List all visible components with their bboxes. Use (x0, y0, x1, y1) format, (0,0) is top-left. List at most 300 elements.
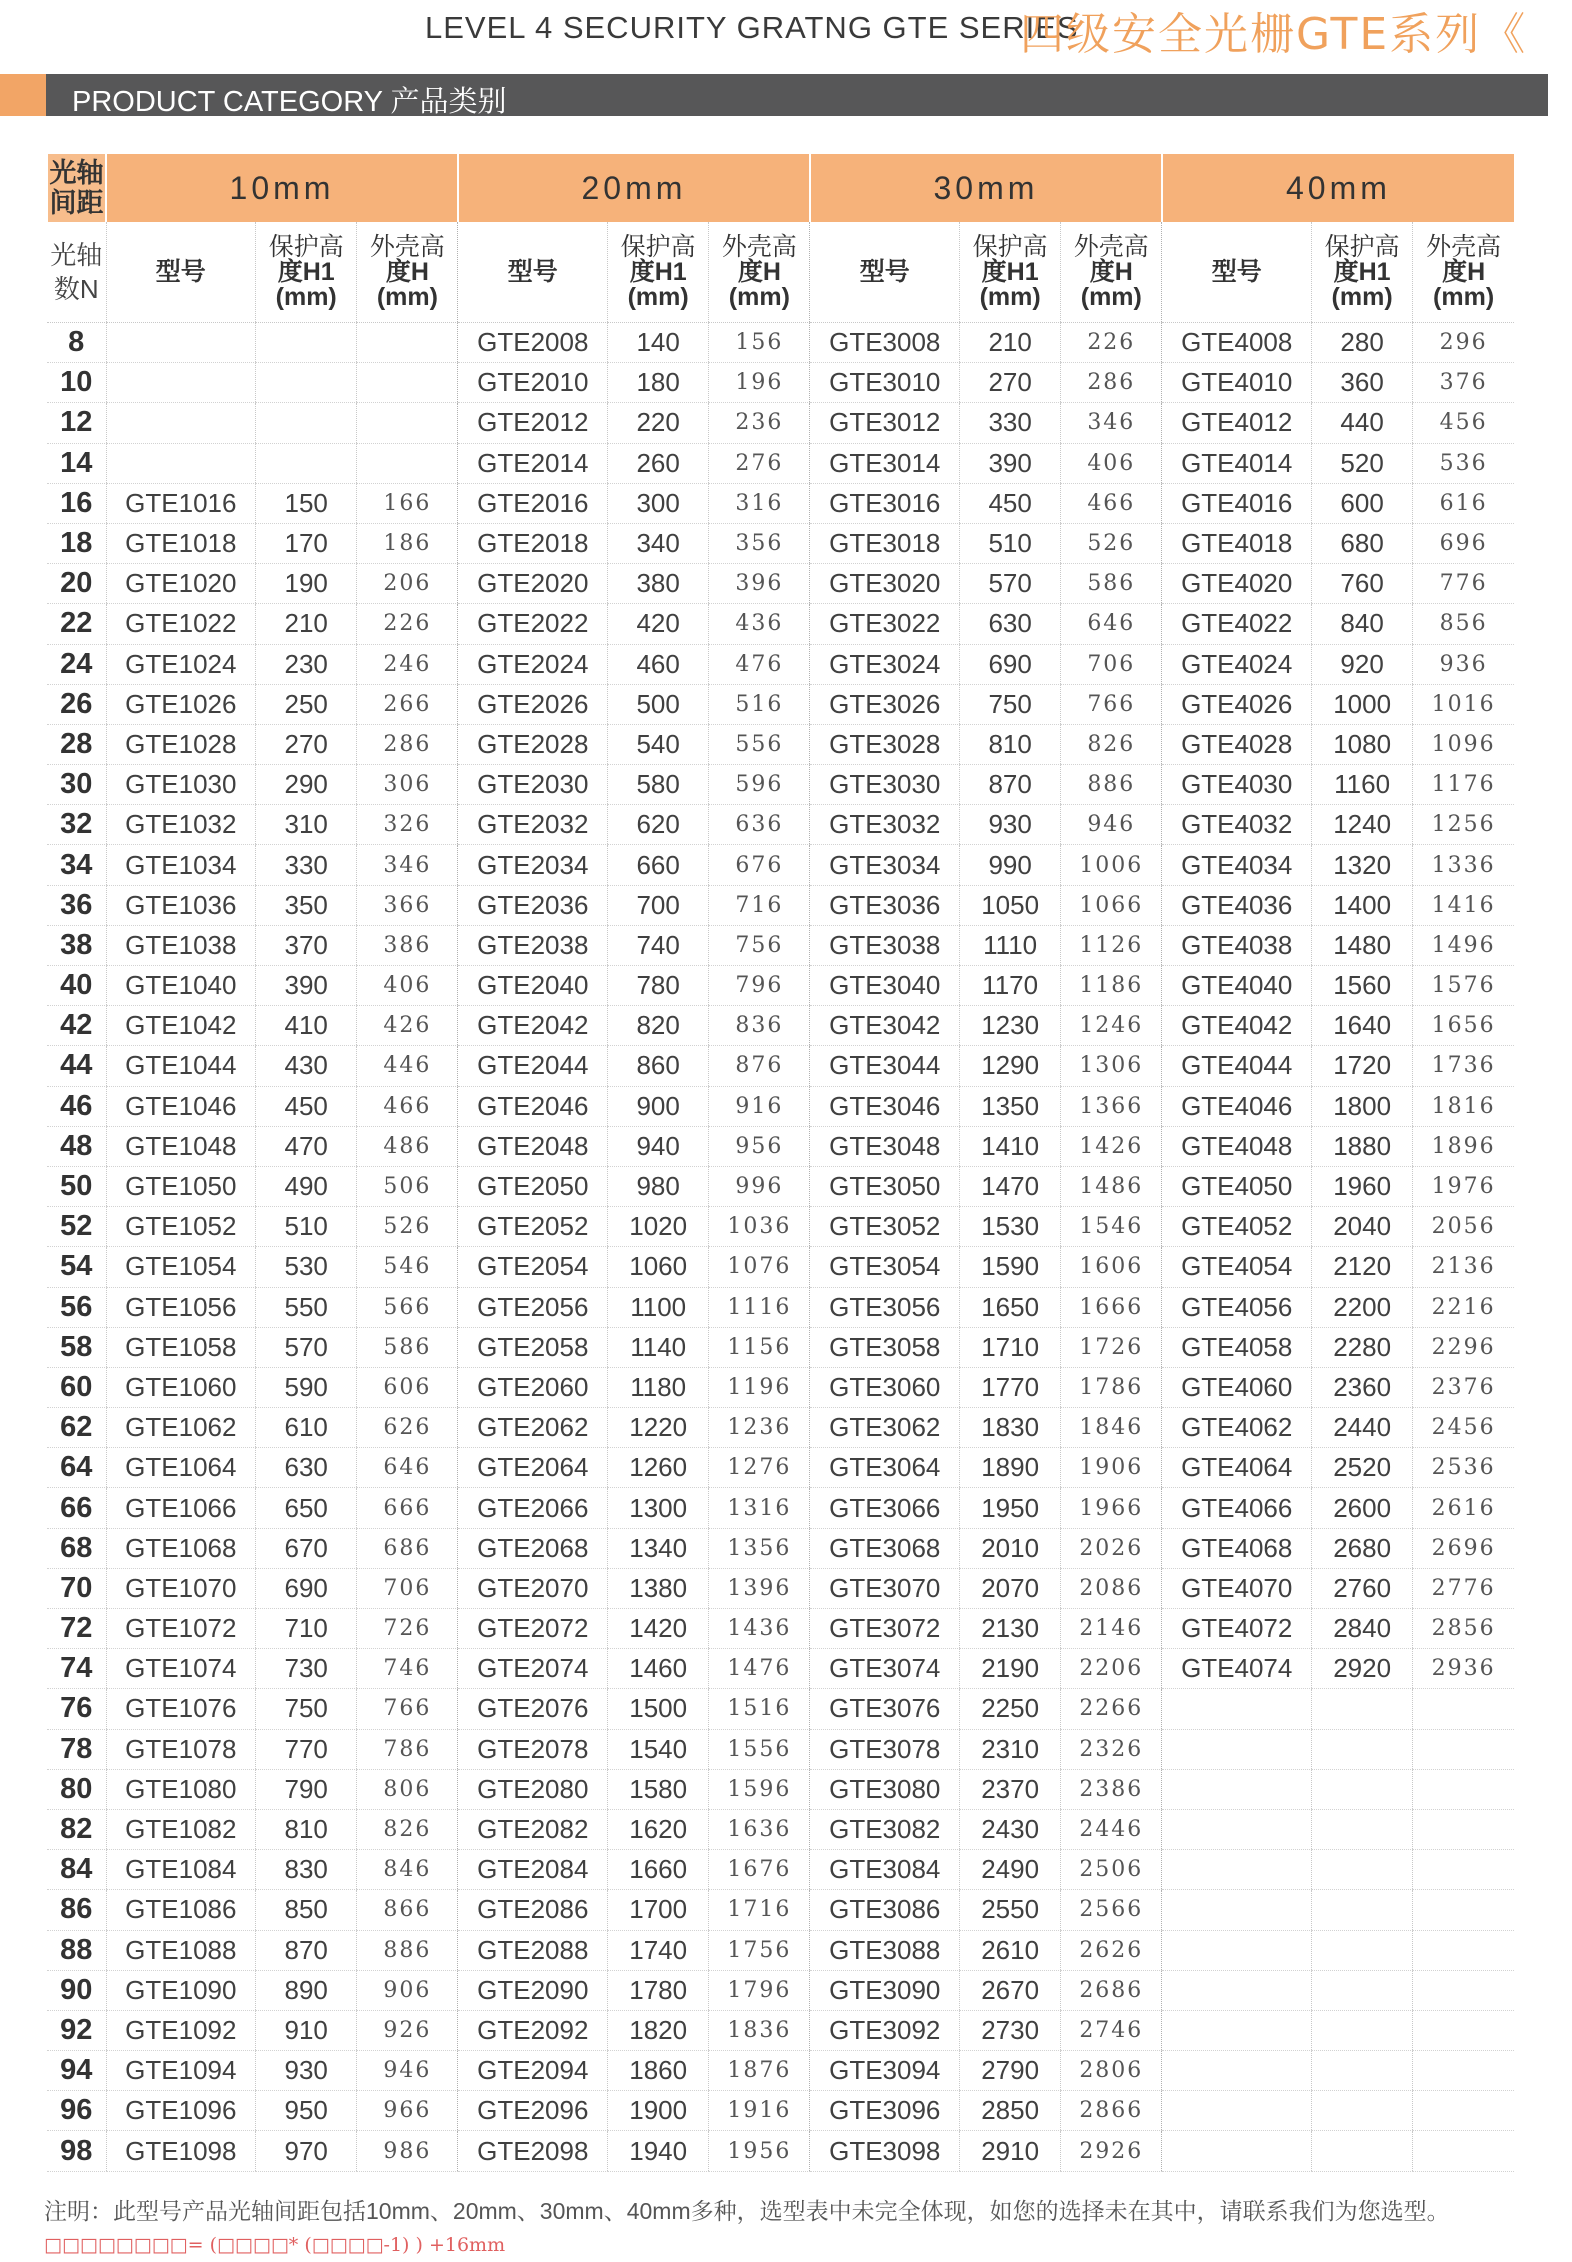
axis-count-cell: 66 (47, 1488, 106, 1528)
housing-height-cell: 2616 (1413, 1488, 1514, 1528)
spacing-20mm: 20mm (458, 154, 810, 222)
model-label: 型号 (507, 257, 558, 286)
model-cell: GTE3094 (810, 2051, 960, 2091)
protect-height-cell: 1620 (608, 1809, 709, 1849)
housing-height-cell: 326 (357, 805, 458, 845)
housing-height-cell: 1546 (1061, 1207, 1162, 1247)
protect-height-cell: 150 (256, 483, 357, 523)
housing-height-cell: 806 (357, 1769, 458, 1809)
housing-height-cell: 546 (357, 1247, 458, 1287)
housing-height-cell: 406 (357, 966, 458, 1006)
protect-height-cell: 530 (256, 1247, 357, 1287)
model-cell (106, 363, 256, 403)
protect-height-cell: 290 (256, 765, 357, 805)
spec-table (46, 154, 1514, 2172)
model-cell (1162, 1689, 1312, 1729)
model-cell: GTE2096 (458, 2091, 608, 2131)
protect-height-cell: 2520 (1312, 1448, 1413, 1488)
table-row (47, 1528, 1514, 1568)
housing-height-cell: 926 (357, 2010, 458, 2050)
table-row (47, 925, 1514, 965)
housing-height-cell (1413, 1890, 1514, 1930)
housing-height-cell: 596 (709, 765, 810, 805)
model-cell: GTE3024 (810, 644, 960, 684)
protect-height-cell: 700 (608, 885, 709, 925)
protect-height-cell: 350 (256, 885, 357, 925)
model-cell: GTE1078 (106, 1729, 256, 1769)
housing-height-cell: 1636 (709, 1809, 810, 1849)
model-cell: GTE1072 (106, 1609, 256, 1649)
footer-note: 注明：此型号产品光轴间距包括10mm、20mm、30mm、40mm多种，选型表中未完全体现，如您的选择未在其中，请联系我们为您选型。 (44, 2198, 1450, 2224)
table-row (47, 966, 1514, 1006)
protect-height-cell: 370 (256, 925, 357, 965)
housing-height-cell: 186 (357, 523, 458, 563)
protect-height-cell: 860 (608, 1046, 709, 1086)
housing-height-cell: 1436 (709, 1609, 810, 1649)
protect-height-cell: 500 (608, 684, 709, 724)
protect-height-cell: 950 (256, 2091, 357, 2131)
housing-height-cell: 226 (1061, 323, 1162, 363)
table-row (47, 1408, 1514, 1448)
housing-height-cell: 206 (357, 564, 458, 604)
housing-height-cell: 2326 (1061, 1729, 1162, 1769)
housing-height-cell (1413, 2131, 1514, 2171)
housing-height-cell: 1176 (1413, 765, 1514, 805)
protect-height-cell: 1220 (608, 1408, 709, 1448)
protect-height-cell: 2120 (1312, 1247, 1413, 1287)
model-cell: GTE3022 (810, 604, 960, 644)
housing-height-cell: 196 (709, 363, 810, 403)
h-header-2 (1061, 222, 1162, 323)
protect-height-cell (1312, 1729, 1413, 1769)
model-cell (1162, 1970, 1312, 2010)
protect-height-cell (1312, 1930, 1413, 1970)
h1-label-b: 度H1 (1333, 257, 1391, 286)
model-cell: GTE3014 (810, 443, 960, 483)
housing-height-cell: 726 (357, 1609, 458, 1649)
model-header-2 (810, 222, 960, 323)
protect-height-cell: 330 (960, 403, 1061, 443)
model-cell: GTE1016 (106, 483, 256, 523)
protect-height-cell: 900 (608, 1086, 709, 1126)
housing-height-cell: 956 (709, 1126, 810, 1166)
housing-height-cell: 156 (709, 323, 810, 363)
axis-count-cell: 58 (47, 1327, 106, 1367)
axis-count-cell: 84 (47, 1850, 106, 1890)
protect-height-cell: 490 (256, 1166, 357, 1206)
model-cell (106, 403, 256, 443)
section-banner (0, 74, 1548, 116)
housing-height-cell: 1316 (709, 1488, 810, 1528)
axis-count-cell: 96 (47, 2091, 106, 2131)
housing-height-cell: 526 (357, 1207, 458, 1247)
housing-height-cell: 1426 (1061, 1126, 1162, 1166)
protect-height-cell: 450 (960, 483, 1061, 523)
protect-height-cell: 1380 (608, 1568, 709, 1608)
protect-height-cell: 1500 (608, 1689, 709, 1729)
model-cell: GTE1030 (106, 765, 256, 805)
model-cell: GTE3040 (810, 966, 960, 1006)
housing-height-cell: 2296 (1413, 1327, 1514, 1367)
housing-height-cell: 456 (1413, 403, 1514, 443)
model-cell: GTE1092 (106, 2010, 256, 2050)
housing-height-cell (1413, 1769, 1514, 1809)
model-cell: GTE3090 (810, 1970, 960, 2010)
model-cell: GTE4068 (1162, 1528, 1312, 1568)
model-cell (1162, 1930, 1312, 1970)
model-cell: GTE2018 (458, 523, 608, 563)
spacing-30mm: 30mm (810, 154, 1162, 222)
axis-count-cell: 16 (47, 483, 106, 523)
protect-height-cell (1312, 2131, 1413, 2171)
model-cell: GTE2034 (458, 845, 608, 885)
housing-height-cell: 2746 (1061, 2010, 1162, 2050)
protect-height-cell: 2070 (960, 1568, 1061, 1608)
housing-height-cell: 766 (357, 1689, 458, 1729)
housing-height-cell: 1906 (1061, 1448, 1162, 1488)
housing-height-cell: 2856 (1413, 1609, 1514, 1649)
model-label: 型号 (155, 257, 206, 286)
housing-height-cell: 346 (1061, 403, 1162, 443)
model-cell: GTE3038 (810, 925, 960, 965)
housing-height-cell: 846 (357, 1850, 458, 1890)
table-row (47, 1729, 1514, 1769)
h1-label-c: (mm) (627, 282, 689, 311)
axis-count-cell: 14 (47, 443, 106, 483)
protect-height-cell (1312, 1689, 1413, 1729)
model-cell: GTE2068 (458, 1528, 608, 1568)
table-row (47, 1006, 1514, 1046)
protect-height-cell: 1720 (1312, 1046, 1413, 1086)
protect-height-cell: 1540 (608, 1729, 709, 1769)
axis-count-cell: 30 (47, 765, 106, 805)
model-cell: GTE4044 (1162, 1046, 1312, 1086)
h1-label-a: 保护高 (620, 232, 696, 261)
protect-height-cell: 600 (1312, 483, 1413, 523)
housing-height-cell: 1366 (1061, 1086, 1162, 1126)
housing-height-cell: 2026 (1061, 1528, 1162, 1568)
axis-count-cell: 72 (47, 1609, 106, 1649)
protect-height-cell: 2850 (960, 2091, 1061, 2131)
housing-height-cell: 916 (709, 1086, 810, 1126)
protect-height-cell: 1890 (960, 1448, 1061, 1488)
protect-height-cell: 690 (256, 1568, 357, 1608)
housing-height-cell (357, 323, 458, 363)
protect-height-cell: 870 (256, 1930, 357, 1970)
h1-label-a: 保护高 (1324, 232, 1400, 261)
model-cell: GTE1080 (106, 1769, 256, 1809)
protect-height-cell: 190 (256, 564, 357, 604)
model-cell: GTE4072 (1162, 1609, 1312, 1649)
axis-count-header (47, 222, 106, 323)
protect-height-cell: 780 (608, 966, 709, 1006)
housing-height-cell: 566 (357, 1287, 458, 1327)
axis-count-cell: 20 (47, 564, 106, 604)
housing-height-cell: 606 (357, 1367, 458, 1407)
protect-height-cell: 1410 (960, 1126, 1061, 1166)
model-label: 型号 (1211, 257, 1262, 286)
model-cell: GTE3052 (810, 1207, 960, 1247)
protect-height-cell: 1700 (608, 1890, 709, 1930)
protect-height-cell: 1290 (960, 1046, 1061, 1086)
housing-height-cell: 1576 (1413, 966, 1514, 1006)
protect-height-cell: 2360 (1312, 1367, 1413, 1407)
protect-height-cell: 1110 (960, 925, 1061, 965)
h1-label-c: (mm) (979, 282, 1041, 311)
h1-label-c: (mm) (1331, 282, 1393, 311)
housing-height-cell: 866 (357, 1890, 458, 1930)
housing-height-cell: 2086 (1061, 1568, 1162, 1608)
housing-height-cell (1413, 2091, 1514, 2131)
model-cell: GTE3056 (810, 1287, 960, 1327)
housing-height-cell: 706 (1061, 644, 1162, 684)
table-row (47, 684, 1514, 724)
housing-height-cell: 2266 (1061, 1689, 1162, 1729)
housing-height-cell: 716 (709, 885, 810, 925)
protect-height-cell: 740 (608, 925, 709, 965)
model-cell: GTE2026 (458, 684, 608, 724)
table-row (47, 2131, 1514, 2171)
model-cell: GTE4060 (1162, 1367, 1312, 1407)
protect-height-cell: 1820 (608, 2010, 709, 2050)
protect-height-cell: 930 (960, 805, 1061, 845)
model-cell: GTE2094 (458, 2051, 608, 2091)
protect-height-cell: 1880 (1312, 1126, 1413, 1166)
model-cell: GTE3028 (810, 724, 960, 764)
housing-height-cell: 1876 (709, 2051, 810, 2091)
protect-height-cell (1312, 1769, 1413, 1809)
table-row (47, 604, 1514, 644)
model-cell: GTE1044 (106, 1046, 256, 1086)
model-cell: GTE4026 (1162, 684, 1312, 724)
protect-height-cell: 1830 (960, 1408, 1061, 1448)
protect-height-cell: 390 (256, 966, 357, 1006)
model-cell: GTE1048 (106, 1126, 256, 1166)
protect-height-cell: 2910 (960, 2131, 1061, 2171)
protect-height-cell: 810 (256, 1809, 357, 1849)
model-cell: GTE3032 (810, 805, 960, 845)
model-cell: GTE3046 (810, 1086, 960, 1126)
housing-height-cell: 286 (357, 724, 458, 764)
model-cell: GTE2080 (458, 1769, 608, 1809)
table-row (47, 1609, 1514, 1649)
model-cell: GTE2090 (458, 1970, 608, 2010)
housing-height-cell: 426 (357, 1006, 458, 1046)
model-header-1 (458, 222, 608, 323)
housing-height-cell: 1006 (1061, 845, 1162, 885)
housing-height-cell: 996 (709, 1166, 810, 1206)
table-row (47, 1488, 1514, 1528)
housing-height-cell: 1336 (1413, 845, 1514, 885)
table-row (47, 644, 1514, 684)
h-label-b: 度H (737, 257, 781, 286)
protect-height-cell: 850 (256, 1890, 357, 1930)
h1-header-3 (1312, 222, 1413, 323)
model-cell: GTE3074 (810, 1649, 960, 1689)
protect-height-cell: 230 (256, 644, 357, 684)
model-cell: GTE3016 (810, 483, 960, 523)
protect-height-cell: 1000 (1312, 684, 1413, 724)
model-cell: GTE2022 (458, 604, 608, 644)
protect-height-cell (256, 363, 357, 403)
protect-height-cell: 910 (256, 2010, 357, 2050)
protect-height-cell: 270 (256, 724, 357, 764)
housing-height-cell: 516 (709, 684, 810, 724)
model-cell: GTE1082 (106, 1809, 256, 1849)
table-row (47, 1207, 1514, 1247)
housing-height-cell: 2506 (1061, 1850, 1162, 1890)
housing-height-cell: 1896 (1413, 1126, 1514, 1166)
model-cell: GTE1058 (106, 1327, 256, 1367)
model-cell: GTE2072 (458, 1609, 608, 1649)
model-cell: GTE2060 (458, 1367, 608, 1407)
housing-height-cell: 346 (357, 845, 458, 885)
protect-height-cell: 2310 (960, 1729, 1061, 1769)
model-cell: GTE3010 (810, 363, 960, 403)
protect-height-cell (1312, 2010, 1413, 2050)
axis-count-cell: 76 (47, 1689, 106, 1729)
housing-height-cell: 396 (709, 564, 810, 604)
model-cell: GTE2056 (458, 1287, 608, 1327)
housing-height-cell: 676 (709, 845, 810, 885)
protect-height-cell: 300 (608, 483, 709, 523)
model-cell: GTE4040 (1162, 966, 1312, 1006)
protect-height-cell: 420 (608, 604, 709, 644)
housing-height-cell: 1796 (709, 1970, 810, 2010)
protect-height-cell: 750 (960, 684, 1061, 724)
protect-height-cell: 1170 (960, 966, 1061, 1006)
protect-height-cell: 220 (608, 403, 709, 443)
h1-header-0 (256, 222, 357, 323)
model-cell: GTE3096 (810, 2091, 960, 2131)
model-cell: GTE1056 (106, 1287, 256, 1327)
h-header-3 (1413, 222, 1514, 323)
table-row (47, 1930, 1514, 1970)
axis-count-cell: 70 (47, 1568, 106, 1608)
housing-height-cell: 1836 (709, 2010, 810, 2050)
protect-height-cell: 340 (608, 523, 709, 563)
housing-height-cell: 526 (1061, 523, 1162, 563)
model-cell: GTE1084 (106, 1850, 256, 1890)
housing-height-cell: 2686 (1061, 1970, 1162, 2010)
protect-height-cell: 310 (256, 805, 357, 845)
housing-height-cell: 1476 (709, 1649, 810, 1689)
housing-height-cell: 1556 (709, 1729, 810, 1769)
housing-height-cell: 2536 (1413, 1448, 1514, 1488)
table-row (47, 1970, 1514, 2010)
protect-height-cell: 2920 (1312, 1649, 1413, 1689)
model-cell: GTE3070 (810, 1568, 960, 1608)
h-header-1 (709, 222, 810, 323)
axis-count-cell: 52 (47, 1207, 106, 1247)
protect-height-cell (1312, 1850, 1413, 1890)
model-cell: GTE4010 (1162, 363, 1312, 403)
table-row (47, 1649, 1514, 1689)
model-cell: GTE2028 (458, 724, 608, 764)
h1-label-a: 保护高 (972, 232, 1048, 261)
housing-height-cell (357, 403, 458, 443)
header-title-cn: 四级安全光栅GTE系列《 (1020, 9, 1528, 60)
axis-count-cell: 56 (47, 1287, 106, 1327)
table-row (47, 2051, 1514, 2091)
housing-height-cell: 376 (1413, 363, 1514, 403)
axis-count-cell: 78 (47, 1729, 106, 1769)
protect-height-cell: 1710 (960, 1327, 1061, 1367)
protect-height-cell: 1160 (1312, 765, 1413, 805)
model-cell: GTE4036 (1162, 885, 1312, 925)
model-cell: GTE2046 (458, 1086, 608, 1126)
model-cell: GTE3058 (810, 1327, 960, 1367)
model-cell: GTE1074 (106, 1649, 256, 1689)
table-row (47, 483, 1514, 523)
model-cell: GTE2062 (458, 1408, 608, 1448)
protect-height-cell (256, 403, 357, 443)
protect-height-cell: 180 (608, 363, 709, 403)
table-row (47, 1448, 1514, 1488)
n-label-line2: 数N (53, 274, 99, 304)
protect-height-cell: 1960 (1312, 1166, 1413, 1206)
model-cell: GTE2032 (458, 805, 608, 845)
axis-count-cell: 10 (47, 363, 106, 403)
protect-height-cell (256, 323, 357, 363)
model-cell: GTE2074 (458, 1649, 608, 1689)
table-row (47, 1046, 1514, 1086)
spacing-40mm: 40mm (1162, 154, 1514, 222)
housing-height-cell: 2936 (1413, 1649, 1514, 1689)
housing-height-cell: 436 (709, 604, 810, 644)
model-cell: GTE4030 (1162, 765, 1312, 805)
housing-height-cell: 906 (357, 1970, 458, 2010)
protect-height-cell: 870 (960, 765, 1061, 805)
housing-height-cell: 836 (709, 1006, 810, 1046)
axis-count-cell: 40 (47, 966, 106, 1006)
protect-height-cell: 690 (960, 644, 1061, 684)
axis-count-cell: 90 (47, 1970, 106, 2010)
axis-count-cell: 80 (47, 1769, 106, 1809)
protect-height-cell: 990 (960, 845, 1061, 885)
housing-height-cell: 646 (1061, 604, 1162, 644)
h-label-b: 度H (385, 257, 429, 286)
housing-height-cell: 1516 (709, 1689, 810, 1729)
model-cell: GTE3062 (810, 1408, 960, 1448)
housing-height-cell (357, 363, 458, 403)
housing-height-cell: 586 (357, 1327, 458, 1367)
model-cell: GTE4018 (1162, 523, 1312, 563)
model-cell: GTE4070 (1162, 1568, 1312, 1608)
housing-height-cell: 1276 (709, 1448, 810, 1488)
model-cell (106, 443, 256, 483)
protect-height-cell: 1900 (608, 2091, 709, 2131)
model-cell: GTE3054 (810, 1247, 960, 1287)
housing-height-cell: 766 (1061, 684, 1162, 724)
protect-height-cell: 1640 (1312, 1006, 1413, 1046)
protect-height-cell: 460 (608, 644, 709, 684)
housing-height-cell: 266 (357, 684, 458, 724)
axis-count-cell: 28 (47, 724, 106, 764)
model-cell: GTE4066 (1162, 1488, 1312, 1528)
housing-height-cell: 1676 (709, 1850, 810, 1890)
table-row (47, 1247, 1514, 1287)
model-cell: GTE2036 (458, 885, 608, 925)
h-label-a: 外壳高 (1426, 232, 1502, 261)
protect-height-cell: 1560 (1312, 966, 1413, 1006)
model-cell: GTE1064 (106, 1448, 256, 1488)
model-cell: GTE2024 (458, 644, 608, 684)
model-cell: GTE1020 (106, 564, 256, 604)
axis-count-cell: 74 (47, 1649, 106, 1689)
h1-label-b: 度H1 (277, 257, 335, 286)
model-cell: GTE4058 (1162, 1327, 1312, 1367)
